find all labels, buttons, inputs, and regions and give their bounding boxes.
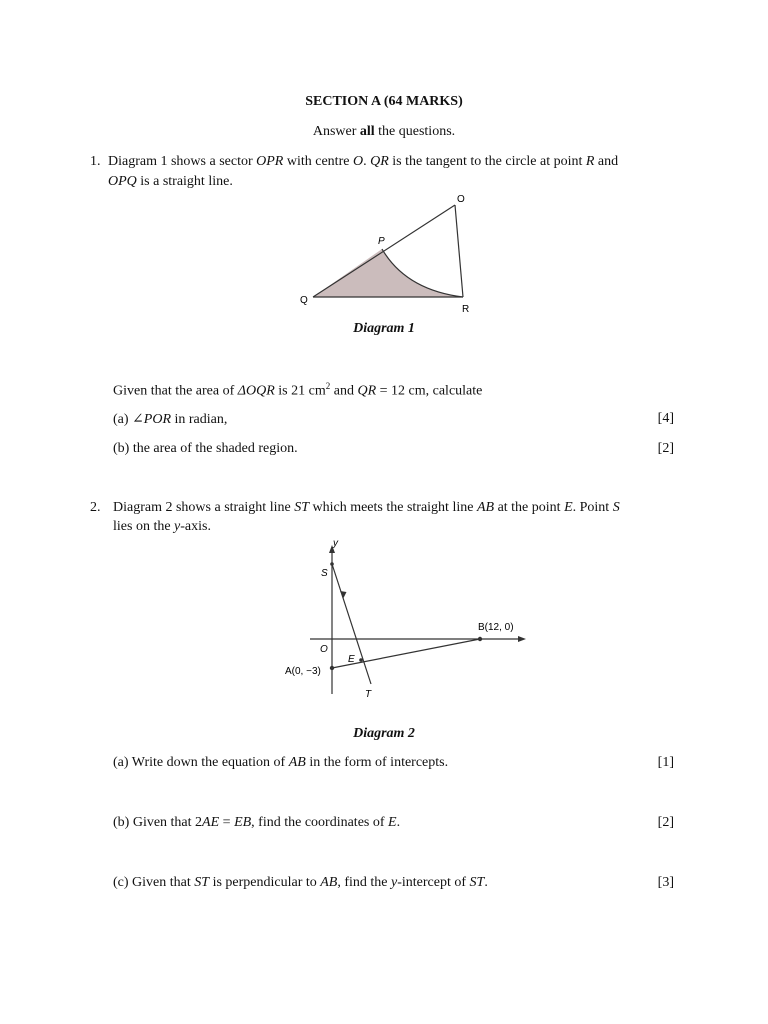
question-1-part-b: (b) the area of the shaded region. [113,441,298,456]
label-y: y [333,538,338,549]
label-o: O [457,194,465,205]
instruction: Answer all the questions. [312,124,456,139]
question-1-part-a-marks: [4] [657,411,674,426]
point-b [478,637,482,641]
question-2-part-c: (c) Given that ST is perpendicular to AB, find the y-intercept of ST. [113,875,488,890]
question-1-given: Given that the area of ΔOQR is 21 $cm^2$ and QR = 12 cm, calculate [113,381,483,399]
point-s [330,562,334,566]
question-1-part-a: (a) ∠POR in radian, [113,412,228,427]
diagram-2-caption: Diagram 2 [353,726,415,741]
question-2-part-b-marks: [2] [657,815,674,830]
diagram-2 [280,534,540,704]
label-b: B(12, 0) [478,622,514,633]
question-1-line-1: Diagram 1 shows a sector OPR with centre O. QR is the tangent to the circle at point R and [108,154,619,169]
question-1-part-b-marks: [2] [657,441,674,456]
point-e [359,658,363,662]
section-title: SECTION A (64 MARKS) [305,94,463,109]
label-s: S [321,568,328,579]
label-t: T [365,689,372,700]
line-st [332,564,371,684]
line-or [455,205,463,297]
question-2-number: 2. [90,500,101,515]
label-r: R [462,304,470,315]
question-2-part-a: (a) Write down the equation of AB in the form of intercepts. [113,755,449,770]
label-a: A(0, −3) [285,666,321,677]
diagram-1-caption: Diagram 1 [353,321,415,336]
question-1-number: 1. [90,154,101,169]
question-2-line-2: lies on the y-axis. [113,519,211,534]
label-o: O [320,644,328,655]
question-2-line-1: Diagram 2 shows a straight line ST which meets the straight line AB at the point E. Point S [113,500,620,515]
label-q: Q [300,295,308,306]
question-2-part-b: (b) Given that 2AE = EB, find the coordinates of E. [113,815,401,830]
label-p: P [378,236,385,247]
question-1-line-2: OPQ is a straight line. [108,174,233,189]
label-e: E [348,654,355,665]
question-2-part-a-marks: [1] [657,755,674,770]
x-axis-arrow [518,636,526,642]
diagram-1 [290,190,510,320]
line-st-arrow [340,591,347,598]
question-2-part-c-marks: [3] [657,875,674,890]
point-a [330,666,334,670]
shaded-region [313,249,463,297]
